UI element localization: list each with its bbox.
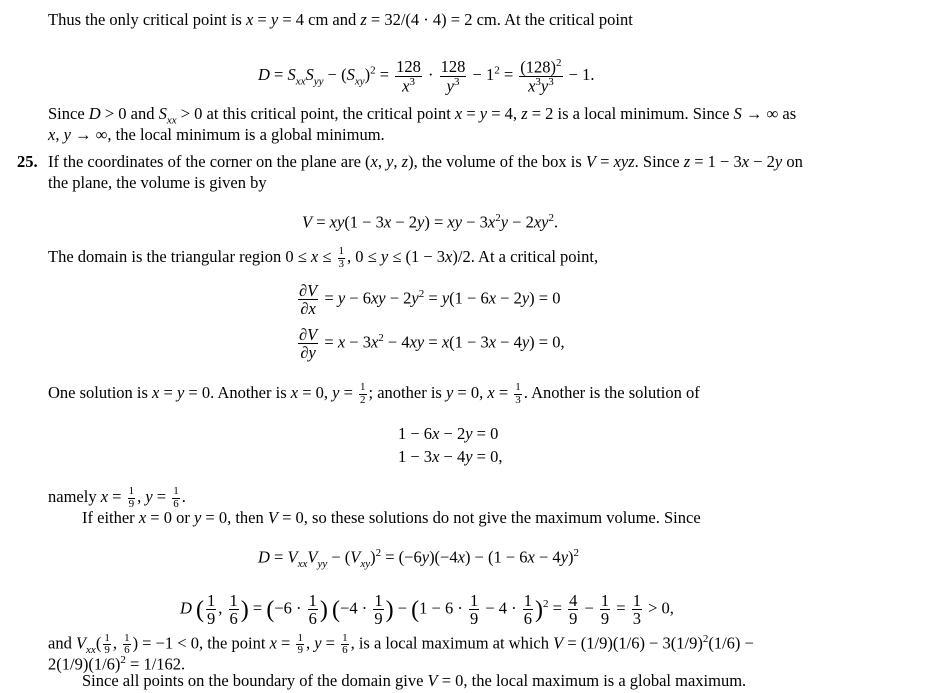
equation-d-intro: $D = S_{xx}S_{yy} - (S_{xy})^2$ = $\frac{128}{x^3}$ · $\frac{128}{y^3}$ − $1^2$ = $\frac{(128)^2}{x^3y^3}$ − 1. bbox=[258, 57, 595, 96]
equation-volume: V = xy(1 − 3x − 2y) = xy − $3x^2y - 2xy^2$. bbox=[302, 212, 559, 232]
since-line-1: Since D > 0 and $S_{xx} > 0$ at this critical point, the critical point x = y = 4, z = 2 is a local minimum. Since S → ∞ as bbox=[48, 104, 797, 127]
problem-number: 25. bbox=[17, 152, 38, 171]
equation-partial-x: $\frac{\partial V}{\partial x}$ = $y - 6xy - 2y^2 = y(1 - 6x - 2y) = 0$ bbox=[299, 281, 561, 319]
equation-partial-y: $\frac{\partial V}{\partial y}$ = $x - 3x^2 - 4xy = x(1 - 3x - 4y) = 0$, bbox=[299, 325, 565, 363]
boundary-line: Since all points on the boundary of the domain give V = 0, the local maximum is a global maximum. bbox=[82, 671, 747, 690]
problem-line-1: If the coordinates of the corner on the plane are (x, y, z), the volume of the box is V = xyz. Since z = 1 − 3x − 2y on bbox=[48, 152, 803, 171]
and-line-2: $2(1/9)(1/6)^2 = 1/162$. bbox=[48, 654, 186, 674]
intro-line: Thus the only critical point is x = y = 4 cm and z = 32/(4 · 4) = 2 cm. At the critical point bbox=[48, 10, 633, 29]
equation-d-general: $D = V_{xx}V_{yy} - (V_{xy})^2 = (-6y)(-4x) - (1 - 6x - 4y)^2$ bbox=[258, 547, 580, 570]
equation-system-1: 1 − 6x − 2y = 0 bbox=[398, 424, 499, 443]
equation-d-value: D ( $\frac{1}{9}$ , $\frac{1}{6}$ ) = (−6 · $\frac{1}{6}$ ) (−4 · $\frac{1}{9}$ ) − (1 − 6 · $\frac{1}{9}$ − 4 · $\frac{1}{6}$ )$^2$ = $\frac{4}{9}$ − $\frac{1}{9}$ = $\frac{1}{3}$ > 0, bbox=[180, 591, 674, 629]
problem-line-2: the plane, the volume is given by bbox=[48, 173, 267, 192]
and-line-1: and $V_{xx}$( $\frac{1}{9}$ , $\frac{1}{6}$ ) = −1 < 0, the point x = $\frac{1}{9}$ , y = $\frac{1}{6}$ , is a local maximum at which $V = (1/9)(1/6) - 3(1/9)^2(1/6)$ − bbox=[48, 631, 754, 657]
solution-line: One solution is x = y = 0. Another is x = 0, y = $\frac{1}{2}$ ; another is y = 0, x = $\frac{1}{3}$ . Another is the solution of bbox=[48, 381, 700, 406]
domain-line: The domain is the triangular region 0 ≤ x ≤ $\frac{1}{3}$ , 0 ≤ y ≤ (1 − 3x)/2. At a critical point, bbox=[48, 245, 599, 270]
either-line: If either x = 0 or y = 0, then V = 0, so these solutions do not give the maximum volume. Since bbox=[82, 508, 701, 527]
namely-line: namely x = $\frac{1}{9}$ , y = $\frac{1}{6}$ . bbox=[48, 485, 186, 510]
equation-system-2: 1 − 3x − 4y = 0, bbox=[398, 447, 503, 466]
since-line-2: x, y → ∞, the local minimum is a global minimum. bbox=[48, 125, 385, 144]
